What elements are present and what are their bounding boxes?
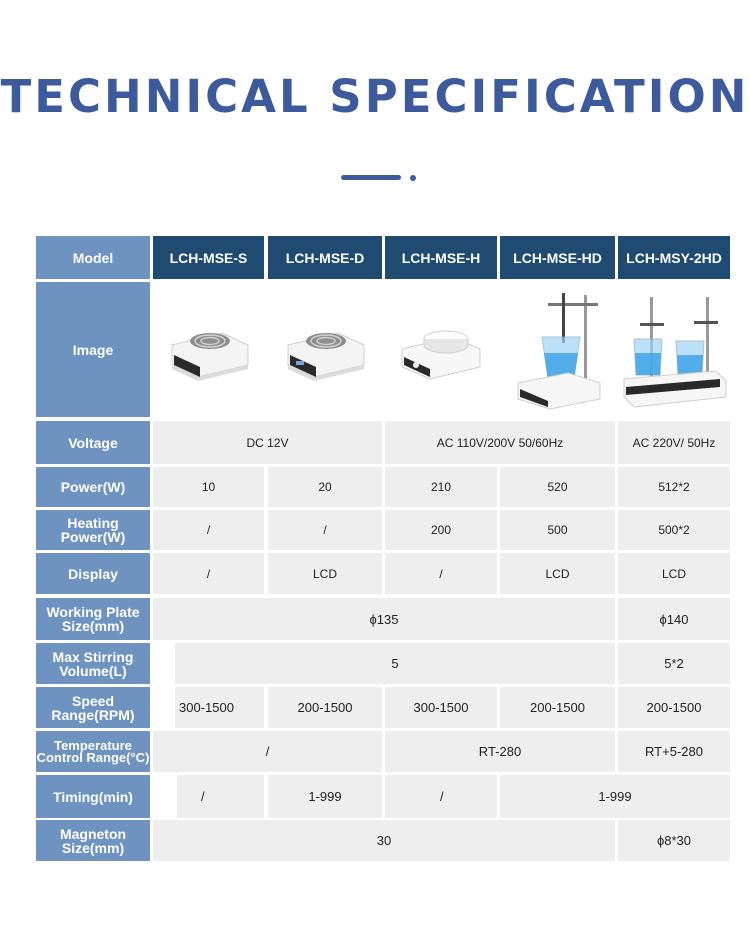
power-value-1: 10 (153, 467, 264, 507)
page-title: TECHNICAL SPECIFICATION (0, 70, 750, 123)
model-header-label: Model (36, 236, 150, 279)
hot-plate-lcd-icon (280, 315, 370, 385)
voltage-value-2: AC 110V/200V 50/60Hz (385, 421, 615, 464)
speed-range-value-4: 200-1500 (500, 687, 615, 728)
magneton-value-1: 30 (153, 820, 615, 861)
working-plate-value-2: ϕ140 (618, 598, 730, 640)
heating-power-value-5: 500*2 (618, 510, 730, 550)
timing-value-3: / (385, 775, 497, 818)
timing-row-label: Timing(min) (36, 775, 150, 818)
magneton-value-2: ϕ8*30 (618, 820, 730, 861)
temperature-value-2: RT-280 (385, 731, 615, 772)
temperature-value-1: / (153, 731, 382, 772)
display-value-3: / (385, 553, 497, 594)
model-col-1: LCH-MSE-S (153, 236, 264, 279)
dual-stirrer-icon (620, 287, 728, 412)
voltage-row-label: Voltage (36, 421, 150, 464)
magnetic-stirrer-icon (396, 315, 486, 385)
title-underline-dot (410, 175, 416, 181)
power-value-5: 512*2 (618, 467, 730, 507)
product-image-3 (385, 282, 497, 417)
image-row-label: Image (36, 282, 150, 417)
power-value-2: 20 (268, 467, 382, 507)
heating-power-value-1: / (153, 510, 264, 550)
power-value-4: 520 (500, 467, 615, 507)
speed-range-value-5: 200-1500 (618, 687, 730, 728)
display-value-4: LCD (500, 553, 615, 594)
temperature-row-label: Temperature Control Range(°C) (36, 731, 150, 772)
display-row-label: Display (36, 553, 150, 594)
voltage-value-3: AC 220V/ 50Hz (618, 421, 730, 464)
power-row-label: Power(W) (36, 467, 150, 507)
temperature-value-3: RT+5-280 (618, 731, 730, 772)
max-stirring-row-label: Max Stirring Volume(L) (36, 643, 150, 684)
magneton-row-label: Magneton Size(mm) (36, 820, 150, 861)
product-image-1 (153, 282, 264, 417)
title-underline (341, 175, 401, 180)
model-col-5: LCH-MSY-2HD (618, 236, 730, 279)
timing-value-1: / (177, 775, 264, 818)
speed-range-value-3: 300-1500 (385, 687, 497, 728)
timing-value-4: 1-999 (500, 775, 730, 818)
stirrer-with-beaker-icon (508, 287, 608, 412)
max-stirring-value-2: 5*2 (618, 643, 730, 684)
model-col-3: LCH-MSE-H (385, 236, 497, 279)
speed-range-row-label: Speed Range(RPM) (36, 687, 150, 728)
heating-power-value-3: 200 (385, 510, 497, 550)
hot-plate-icon (164, 315, 254, 385)
max-stirring-value-1: 5 (175, 643, 615, 684)
voltage-value-1: DC 12V (153, 421, 382, 464)
model-col-4: LCH-MSE-HD (500, 236, 615, 279)
working-plate-value-1: ϕ135 (153, 598, 615, 640)
product-image-2 (268, 282, 382, 417)
product-image-5 (618, 282, 730, 417)
power-value-3: 210 (385, 467, 497, 507)
product-image-4 (500, 282, 615, 417)
display-value-2: LCD (268, 553, 382, 594)
model-col-2: LCH-MSE-D (268, 236, 382, 279)
heating-power-value-4: 500 (500, 510, 615, 550)
display-value-5: LCD (618, 553, 730, 594)
heating-power-row-label: Heating Power(W) (36, 510, 150, 550)
display-value-1: / (153, 553, 264, 594)
speed-range-value-2: 200-1500 (268, 687, 382, 728)
working-plate-row-label: Working Plate Size(mm) (36, 598, 150, 640)
heating-power-value-2: / (268, 510, 382, 550)
timing-value-2: 1-999 (268, 775, 382, 818)
speed-range-value-1: 300-1500 (175, 687, 264, 728)
